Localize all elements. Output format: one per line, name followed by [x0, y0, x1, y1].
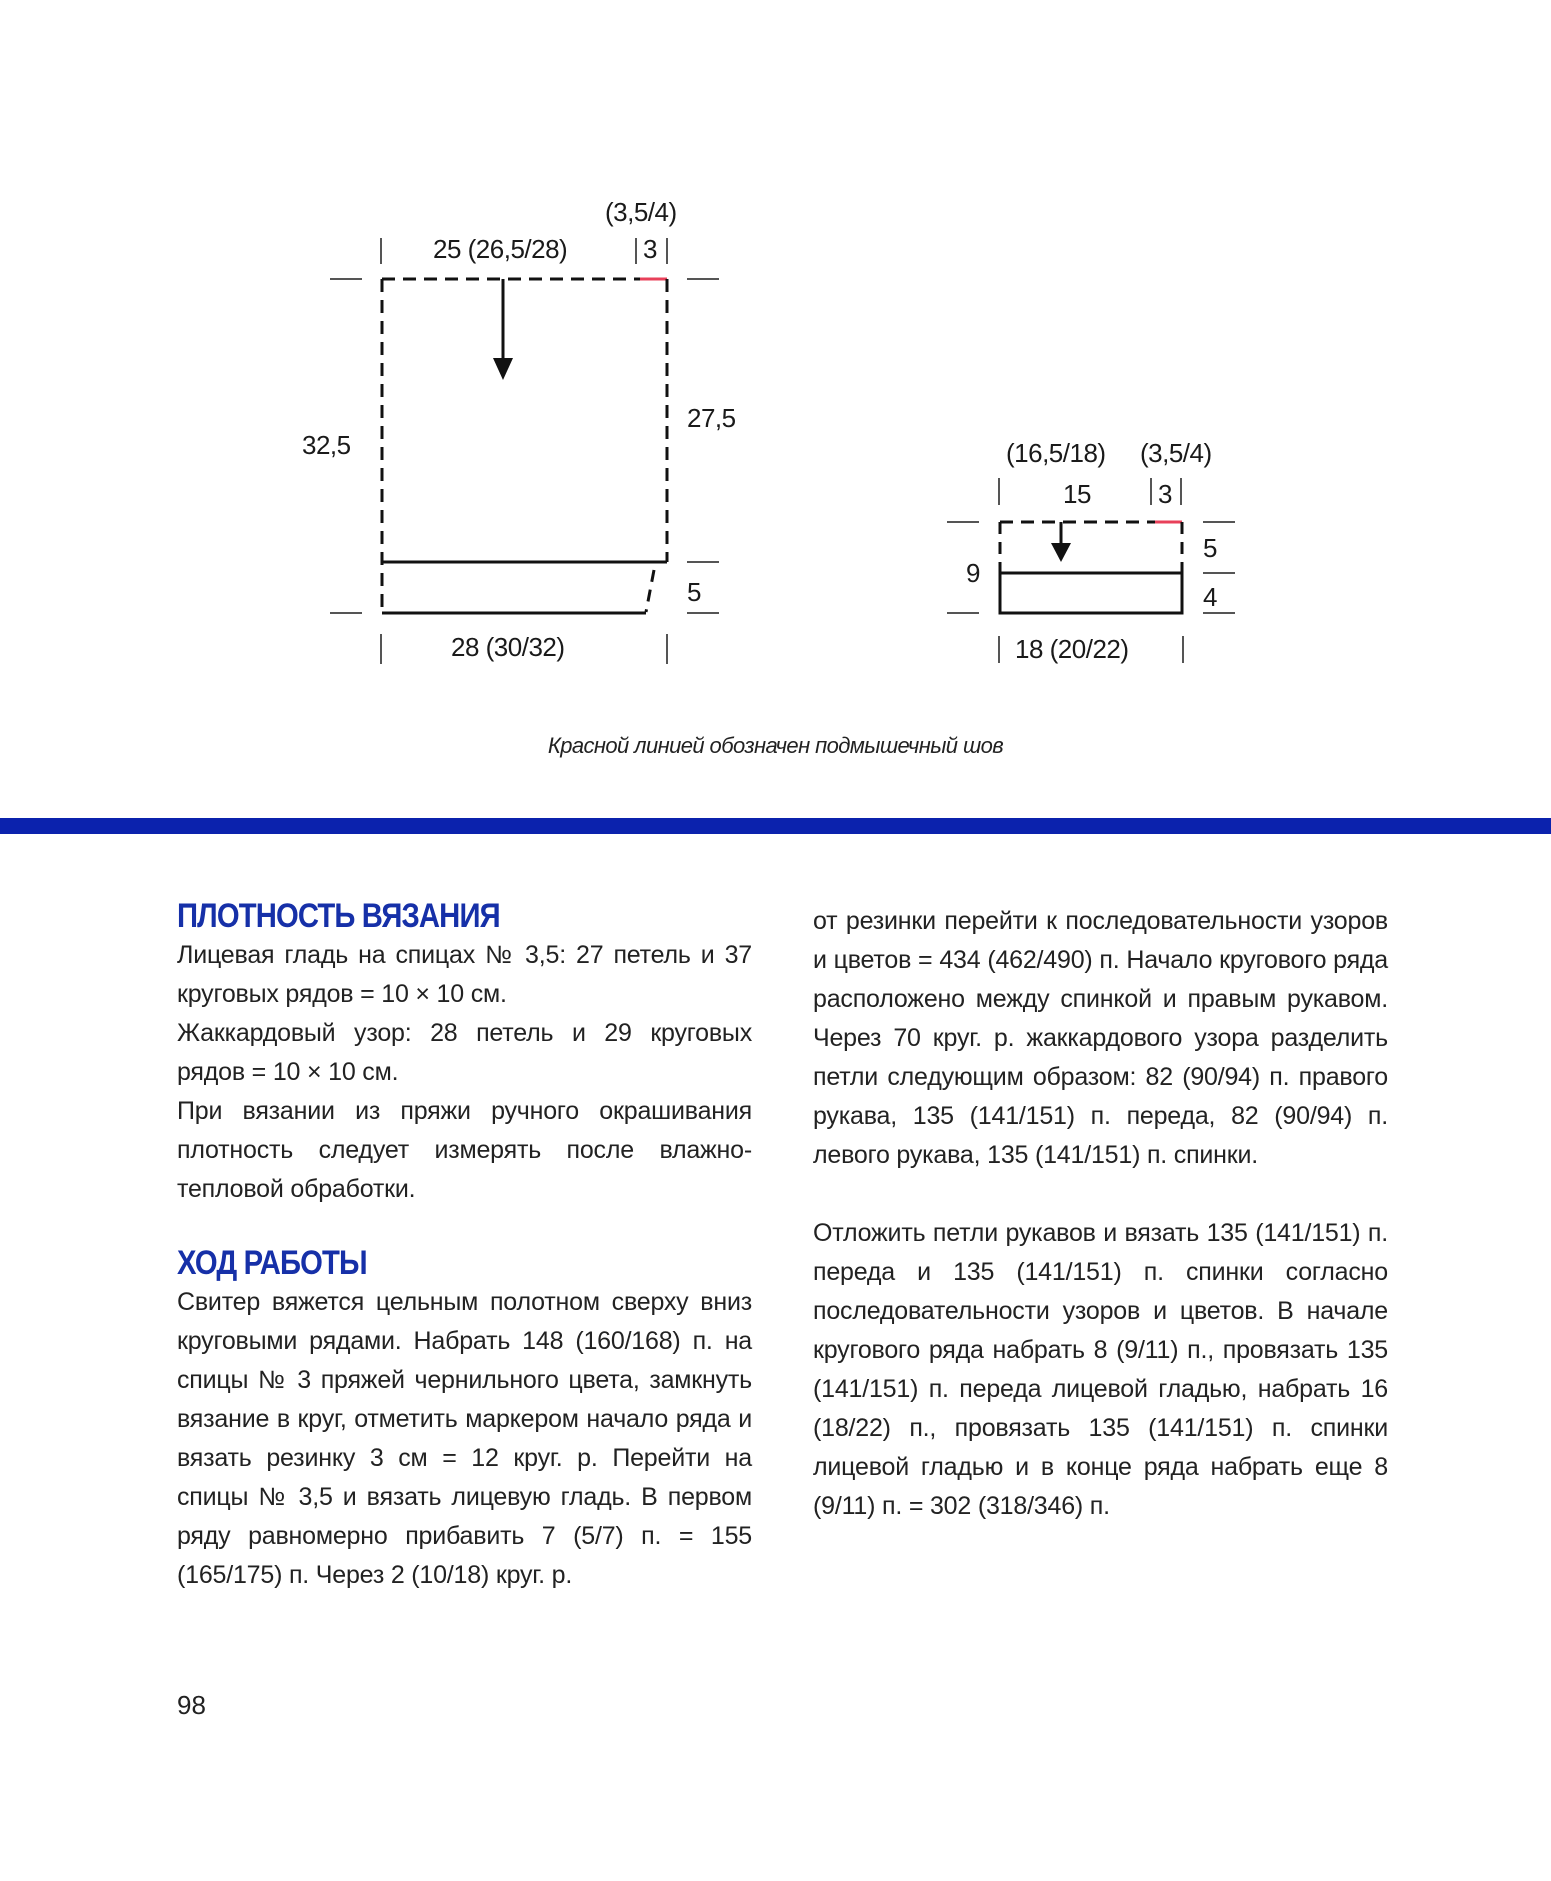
body-armhole-label: 3 — [643, 234, 657, 264]
schematic-lines — [0, 0, 1551, 800]
body-top-width-label: 25 (26,5/28) — [433, 234, 568, 264]
sleeve-armhole-label: 3 — [1158, 479, 1172, 509]
left-column — [177, 896, 752, 1595]
right-column — [813, 902, 1388, 1526]
body-armhole-alt-label: (3,5/4) — [605, 197, 677, 227]
gauge-paragraph: При вязании из пряжи ручного окрашивания плотность следует измерять после влажно-тепловой обработки. — [177, 1097, 752, 1203]
sleeve-upper-height-label: 5 — [1203, 533, 1217, 563]
work-paragraph: Свитер вяжется цельным полотном сверху вниз круговыми рядами. Набрать 148 (160/168) п. на спицы № 3 пряжей чернильного цвета, замкнуть вязание в круг, отметить маркером начало ряда и вязать резинку 3 см = 12 круг. р. Перейти на спицы № 3,5 и вязать лицевую гладь. В первом ряду равномерно прибавить 7 (5/7) п. = 155 (165/175) п. Через 2 (10/18) круг. р. — [177, 1288, 752, 1589]
sleeve-bottom-width-label: 18 (20/22) — [1015, 634, 1129, 664]
sleeve-total-height-label: 9 — [966, 558, 980, 588]
body-paragraph: от резинки перейти к последовательности узоров и цветов = 434 (462/490) п. Начало кругового ряда расположено между спинкой и правым рукавом. Через 70 круг. р. жаккардового узора разделить петли следующим образом: 82 (90/94) п. правого рукава, 135 (141/151) п. переда, 82 (90/94) п. левого рукава, 135 (141/151) п. спинки. — [813, 907, 1388, 1169]
schematic-diagrams — [0, 0, 1551, 800]
gauge-paragraph: Лицевая гладь на спицах № 3,5: 27 петель и 37 круговых рядов = 10 × 10 см. — [177, 941, 752, 1008]
sleeve-armhole-alt-label: (3,5/4) — [1140, 438, 1212, 468]
body-bottom-width-label: 28 (30/32) — [451, 632, 565, 662]
body-upper-height-label: 27,5 — [687, 403, 736, 433]
page-number: 98 — [177, 1690, 206, 1720]
sleeve-top-alt-label: (16,5/18) — [1006, 438, 1106, 468]
gauge-paragraph: Жаккардовый узор: 28 петель и 29 круговых рядов = 10 × 10 см. — [177, 1019, 752, 1086]
body-schematic — [330, 234, 719, 664]
gauge-heading: ПЛОТНОСТЬ ВЯЗАНИЯ — [177, 897, 500, 935]
body-rib-height-label: 5 — [687, 577, 701, 607]
body-paragraph: Отложить петли рукавов и вязать 135 (141/151) п. переда и 135 (141/151) п. спинки согласно последовательности узоров и цветов. В начале кругового ряда набрать 8 (9/11) п., провязать 135 (141/151) п. переда лицевой гладью, набрать 16 (18/22) п., провязать 135 (141/151) п. спинки лицевой гладью и в конце ряда набрать еще 8 (9/11) п. = 302 (318/346) п. — [813, 1219, 1388, 1520]
sleeve-top-width-label: 15 — [1063, 479, 1091, 509]
body-total-height-label: 32,5 — [302, 430, 351, 460]
diagram-caption: Красной линией обозначен подмышечный шов — [547, 733, 1004, 758]
sleeve-lower-height-label: 4 — [1203, 582, 1217, 612]
work-heading: ХОД РАБОТЫ — [177, 1244, 367, 1282]
section-divider-band — [0, 818, 1551, 834]
